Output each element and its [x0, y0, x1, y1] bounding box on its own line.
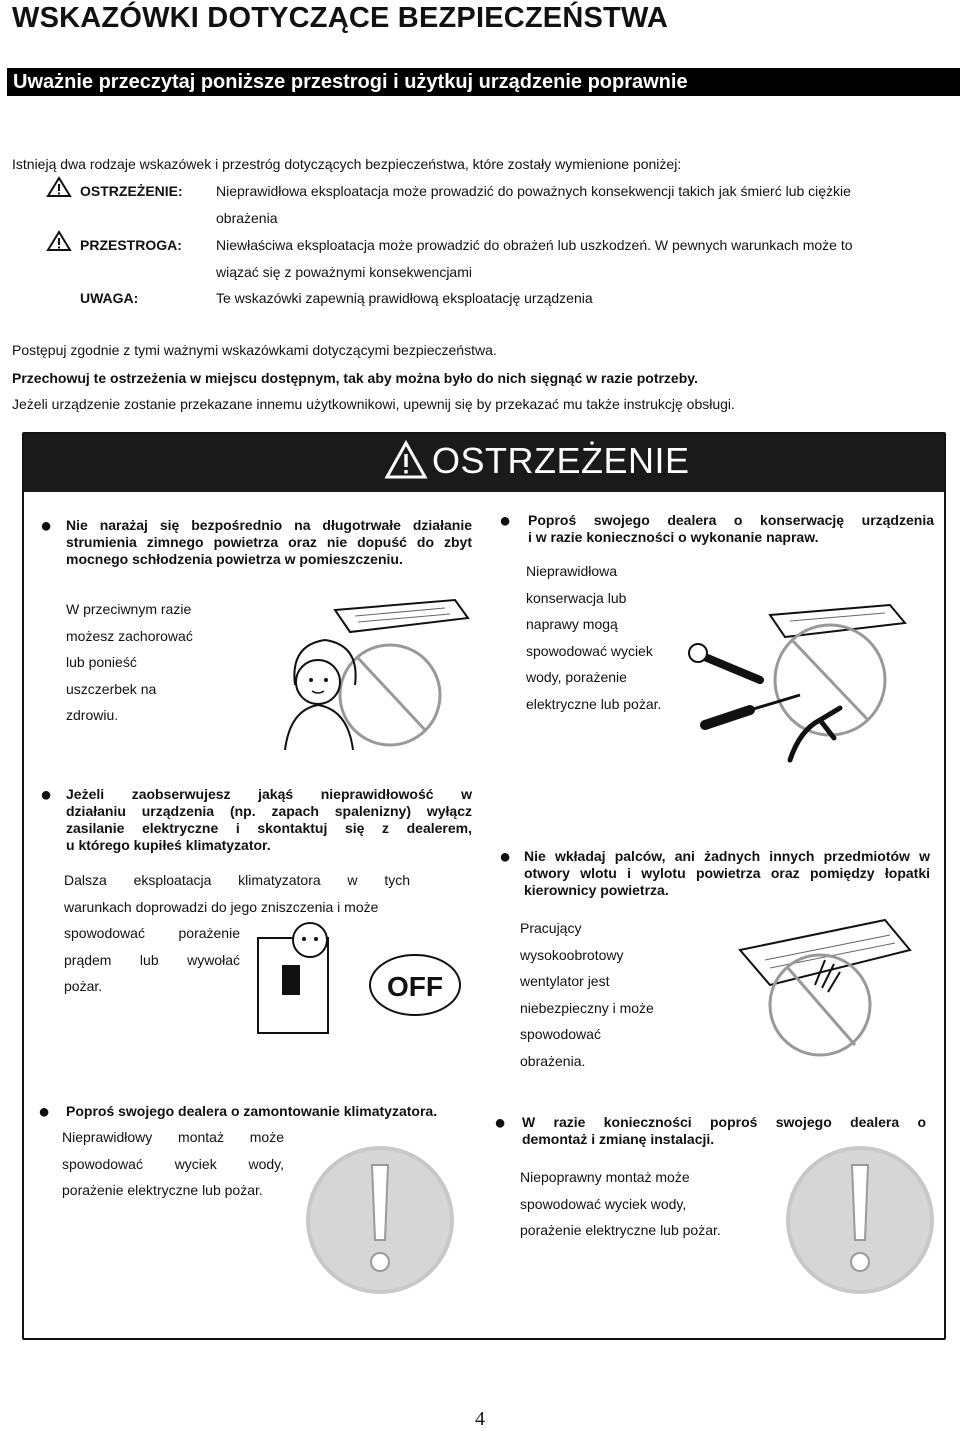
bullet-dot: ● — [40, 515, 53, 537]
item-1-text-line: W przeciwnym razie — [66, 601, 192, 617]
page-title: WSKAZÓWKI DOTYCZĄCE BEZPIECZEŃSTWA — [12, 2, 669, 34]
item-6-title-line: demontaż i zmianę instalacji. — [522, 1131, 715, 1147]
item-4-text-line: wentylator jest — [520, 973, 610, 989]
fan-hand-illustration — [700, 910, 930, 1060]
item-4-title-line: otwory wlotu i wylotu powietrza oraz pomiędzy łopatki — [524, 865, 930, 881]
warning-triangle-icon — [46, 230, 72, 252]
item-2-text — [526, 558, 661, 717]
item-3-title-line: Jeżeli zaobserwujesz jakąś nieprawidłowość w — [66, 786, 472, 802]
item-6-text-line: Niepoprawny montaż może — [520, 1169, 690, 1185]
item-2-text-line: naprawy mogą — [526, 616, 618, 632]
level-note-label: UWAGA: — [80, 290, 139, 306]
item-5-text — [62, 1124, 284, 1204]
item-3-title-line: działaniu urządzenia (np. zapach spalenizny) wyłącz — [66, 803, 472, 819]
item-1-text-line: uszczerbek na — [66, 680, 157, 697]
item-4-text-line: obrażenia. — [520, 1052, 586, 1069]
item-2-title-line: Poproś swojego dealera o konserwację urządzenia — [528, 512, 934, 528]
item-3-text-line: spowodować porażenie — [64, 925, 240, 941]
item-3-title — [66, 786, 472, 854]
item-2-title — [528, 512, 934, 546]
item-5-title — [66, 1103, 476, 1120]
item-3-text-line: prądem lub wywołać — [64, 951, 240, 968]
item-6-text-line: porażenie elektryczne lub pożar. — [520, 1222, 721, 1238]
item-3-title-line: zasilanie elektryczne i skontaktuj się z dealerem, — [66, 820, 472, 836]
item-1-text-line: lub ponieść — [66, 654, 137, 670]
level-caution-text: Niewłaściwa eksploatacja może prowadzić do obrażeń lub uszkodzeń. W pewnych warunkach może to — [216, 237, 853, 253]
off-label: OFF — [387, 971, 443, 1002]
item-4-title-line: Nie wkładaj palców, ani żadnych innych przedmiotów w — [524, 848, 930, 864]
item-1-text-line: zdrowiu. — [66, 707, 119, 723]
exclamation-icon — [780, 1140, 940, 1300]
level-note-text: Te wskazówki zapewnią prawidłową eksploatację urządzenia — [216, 290, 593, 306]
bullet-dot: ● — [499, 846, 512, 868]
item-4-text — [520, 915, 654, 1074]
cold-air-person-illustration — [240, 590, 470, 750]
level-caution-text-2: wiązać się z poważnymi konsekwencjami — [216, 264, 472, 280]
subtitle-bar: Uważnie przeczytaj poniższe przestrogi i użytkuj urządzenie poprawnie — [7, 68, 960, 96]
page-number: 4 — [475, 1408, 485, 1430]
item-2-text-line: wody, porażenie — [526, 669, 627, 685]
item-4-title — [524, 848, 930, 899]
level-warning-text: Nieprawidłowa eksploatacja może prowadzić do poważnych konsekwencji takich jak śmierć lub ciężkie — [216, 183, 851, 199]
item-5-text-line: porażenie elektryczne lub pożar. — [62, 1182, 263, 1198]
level-caution-label: PRZESTROGA: — [80, 237, 182, 253]
item-2-text-line: konserwacja lub — [526, 589, 627, 606]
item-2-text-line: spowodować wyciek — [526, 642, 653, 659]
item-4-text-line: spowodować — [520, 1026, 601, 1042]
item-2-text-line: Nieprawidłowa — [526, 563, 618, 579]
repair-tools-illustration — [690, 595, 940, 770]
item-3-text-line: warunkach doprowadzi do jego zniszczenia i może — [64, 898, 379, 915]
item-6-text-line: spowodować wyciek wody, — [520, 1195, 687, 1212]
item-4-text-line: Pracujący — [520, 920, 582, 936]
item-5-text-line: spowodować wyciek wody, — [62, 1155, 284, 1172]
item-3-title-line: u którego kupiłeś klimatyzator. — [66, 837, 271, 853]
warning-triangle-icon — [46, 176, 72, 198]
item-1-title — [66, 517, 472, 568]
paragraph-follow: Postępuj zgodnie z tymi ważnymi wskazówkami dotyczącymi bezpieczeństwa. — [12, 342, 497, 358]
intro-text: Istnieją dwa rodzaje wskazówek i przestróg dotyczących bezpieczeństwa, które zostały wymienione poniżej: — [12, 156, 682, 172]
paragraph-keep: Przechowuj te ostrzeżenia w miejscu dostępnym, tak aby można było do nich sięgnąć w razie potrzeby. — [12, 370, 698, 386]
power-off-illustration — [250, 920, 465, 1035]
item-6-title-line: W razie konieczności poproś swojego dealera o — [522, 1114, 926, 1130]
item-5-text-line: Nieprawidłowy montaż może — [62, 1129, 284, 1145]
item-5-title-line: Poproś swojego dealera o zamontowanie klimatyzatora. — [66, 1103, 438, 1119]
item-1-title-line: strumienia zimnego powietrza oraz nie dopuść do zbyt — [66, 534, 472, 550]
bullet-dot: ● — [499, 510, 512, 532]
item-1-text-line: możesz zachorować — [66, 627, 193, 644]
item-3-text-line: Dalsza eksploatacja klimatyzatora w tych — [64, 872, 410, 888]
warning-box-heading: OSTRZEŻENIE — [432, 440, 690, 481]
item-6-text — [520, 1164, 721, 1244]
item-2-title-line: i w razie konieczności o wykonanie napraw. — [528, 529, 819, 545]
item-1-title-line: mocnego schłodzenia powietrza w pomieszczeniu. — [66, 551, 403, 567]
exclamation-icon — [300, 1140, 460, 1300]
level-warning-label: OSTRZEŻENIE: — [80, 183, 183, 199]
bullet-dot: ● — [494, 1112, 507, 1134]
item-1-text — [66, 596, 193, 729]
warning-triangle-icon — [384, 440, 428, 480]
item-3-text-line: pożar. — [64, 978, 103, 994]
item-1-title-line: Nie narażaj się bezpośrednio na długotrwałe działanie — [66, 517, 472, 533]
item-2-text-line: elektryczne lub pożar. — [526, 695, 662, 712]
paragraph-transfer: Jeżeli urządzenie zostanie przekazane innemu użytkownikowi, upewnij się by przekazać mu także instrukcję obsługi. — [12, 396, 735, 412]
item-4-title-line: kierownicy powietrza. — [524, 882, 669, 898]
bullet-dot: ● — [38, 1101, 51, 1123]
bullet-dot: ● — [40, 784, 53, 806]
item-4-text-line: niebezpieczny i może — [520, 999, 654, 1016]
level-warning-text-2: obrażenia — [216, 210, 278, 226]
item-4-text-line: wysokoobrotowy — [520, 946, 624, 963]
